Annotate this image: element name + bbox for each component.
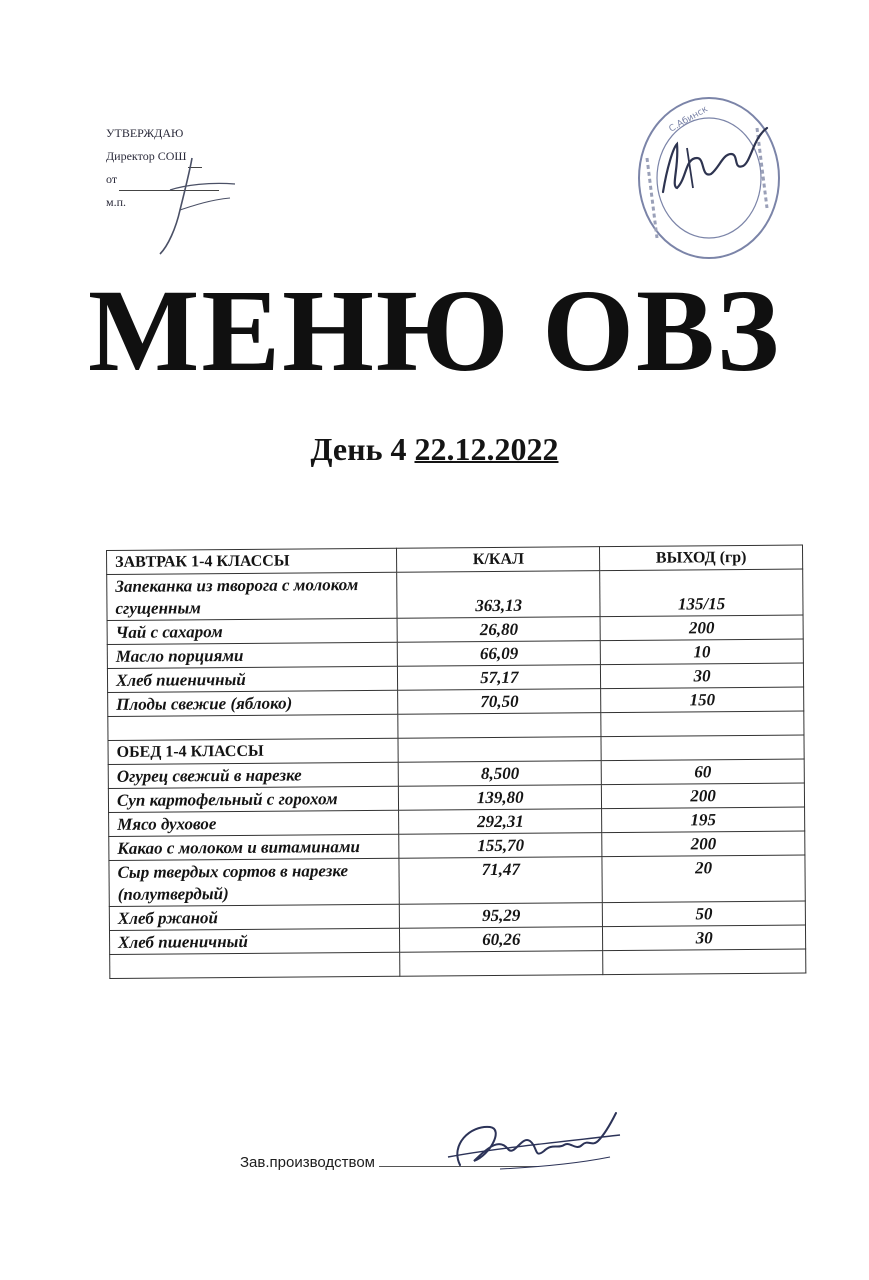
dish-name: Суп картофельный с горохом	[108, 786, 399, 812]
dish-kcal: 139,80	[399, 785, 602, 811]
day-line	[0, 430, 869, 468]
dish-output: 30	[603, 925, 806, 951]
dish-name: Масло порциями	[107, 642, 398, 668]
dish-kcal: 71,47	[399, 857, 602, 905]
dish-output: 150	[601, 687, 804, 713]
production-manager-signature	[430, 1105, 630, 1185]
dish-output: 200	[600, 615, 803, 641]
director-signature	[140, 150, 250, 260]
dish-kcal: 66,09	[398, 641, 601, 667]
approval-date: от	[106, 168, 219, 191]
dish-name: Хлеб ржаной	[109, 904, 400, 930]
dish-name: Запеканка из творога с молоком сгущенным	[107, 572, 398, 620]
dish-name: Плоды свежие (яблоко)	[108, 690, 399, 716]
lunch-header: ОБЕД 1-4 КЛАССЫ	[108, 738, 399, 764]
footer-label: Зав.производством	[240, 1154, 375, 1171]
dish-kcal: 57,17	[398, 665, 601, 691]
dish-output: 200	[602, 831, 805, 857]
dish-output: 195	[602, 807, 805, 833]
empty-row	[110, 949, 806, 978]
dish-name: Мясо духовое	[109, 810, 400, 836]
column-output: ВЫХОД (гр)	[600, 545, 803, 571]
dish-name: Сыр твердых сортов в нарезке (полутвердый)	[109, 858, 400, 906]
approval-title: УТВЕРЖДАЮ	[106, 126, 184, 140]
dish-kcal: 8,500	[399, 761, 602, 787]
dish-name: Хлеб пшеничный	[107, 666, 398, 692]
page-title: МЕНЮ ОВЗ	[87, 265, 781, 396]
approval-seal-place: м.п.	[106, 195, 127, 209]
dish-name: Огурец свежий в нарезке	[108, 762, 399, 788]
dish-kcal: 363,13	[397, 571, 600, 619]
dish-name: Какао с молоком и витаминами	[109, 834, 400, 860]
dish-output: 10	[600, 639, 803, 665]
dish-kcal: 26,80	[397, 617, 600, 643]
dish-output: 50	[602, 901, 805, 927]
dish-output: 200	[602, 783, 805, 809]
dish-kcal: 95,29	[400, 903, 603, 929]
dish-output: 30	[601, 663, 804, 689]
dish-output: 20	[602, 855, 805, 903]
table-row	[107, 569, 803, 620]
svg-text:С.Абинск: С.Абинск	[667, 104, 710, 135]
dish-output: 135/15	[600, 569, 803, 617]
dish-output: 60	[601, 759, 804, 785]
dish-name: Чай с сахаром	[107, 618, 398, 644]
day-label: День 4	[310, 431, 407, 467]
day-date: 22.12.2022	[414, 431, 559, 467]
approval-director: Директор СОШ	[106, 145, 219, 168]
breakfast-header: ЗАВТРАК 1-4 КЛАССЫ	[107, 548, 398, 574]
dish-kcal: 155,70	[399, 833, 602, 859]
official-stamp	[627, 88, 787, 263]
column-kcal: К/КАЛ	[397, 547, 600, 573]
dish-kcal: 292,31	[399, 809, 602, 835]
dish-kcal: 60,26	[400, 927, 603, 953]
table-row	[109, 855, 805, 906]
dish-name: Хлеб пшеничный	[109, 928, 400, 954]
dish-kcal: 70,50	[398, 689, 601, 715]
menu-table	[106, 545, 806, 979]
